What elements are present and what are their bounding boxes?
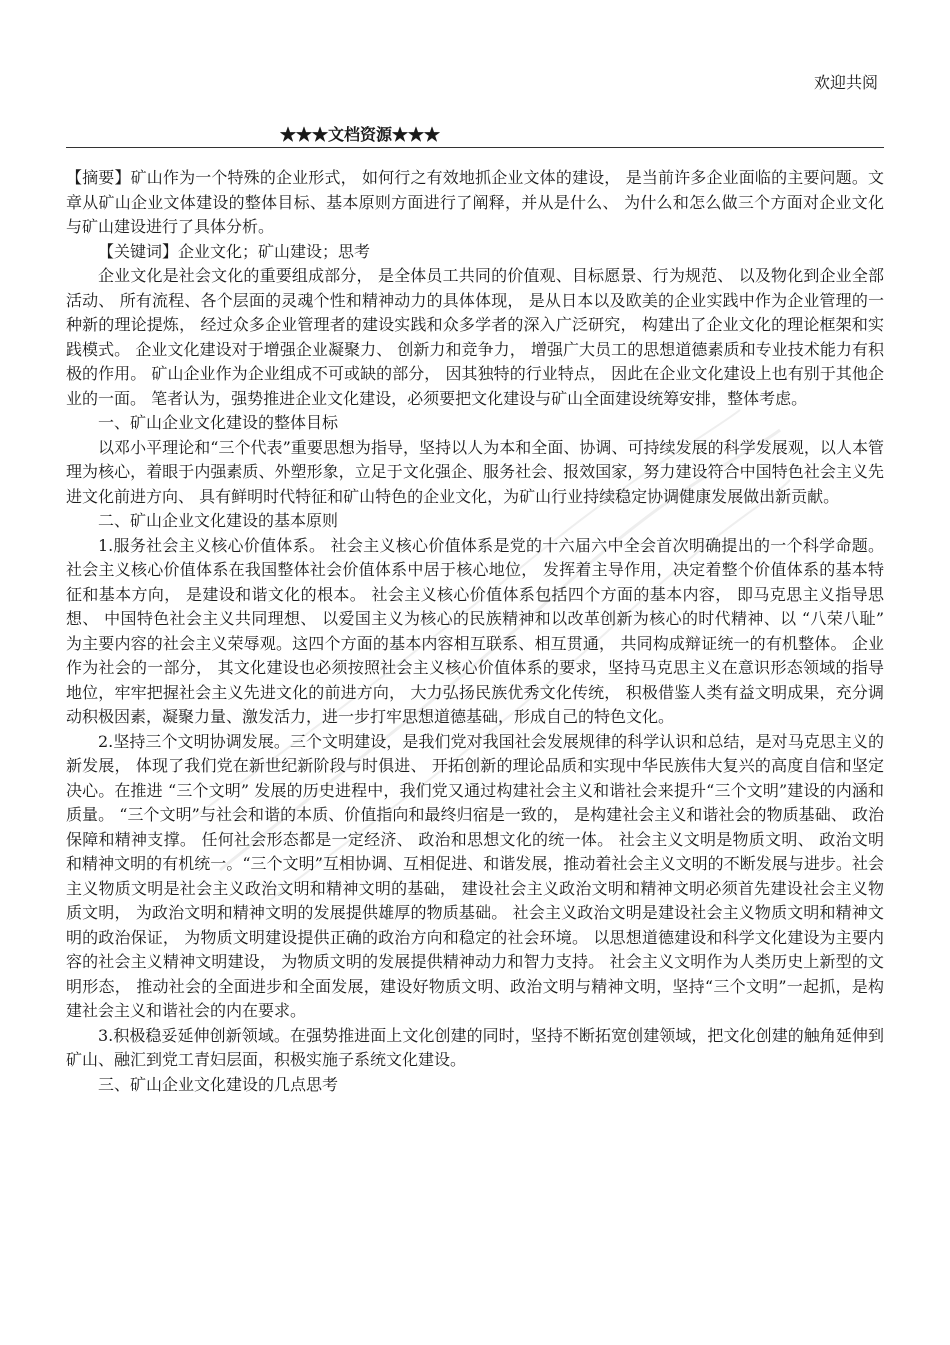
section-1-paragraph: 以邓小平理论和“三个代表”重要思想为指导，坚持以人为本和全面、协调、可持续发展的科学发展观，以人本管理为核心，着眼于内强素质、外塑形象，立足于文化强企、服务社会、报效国家，努力建设符合中国特色社会主义先进文化前进方向、 具有鲜明时代特征和矿山特色的企业文化，为矿山行业持续稳定协调健康发展做出新贡献。 (66, 437, 884, 506)
section-heading-1: 一、矿山企业文化建设的整体目标 (98, 413, 339, 432)
header-divider (66, 147, 884, 148)
principle-3-paragraph: 3.积极稳妥延伸创新领域。在强势推进面上文化创建的同时，坚持不断拓宽创建领域，把文化创建的触角延伸到矿山、融汇到党工青妇层面，积极实施子系统文化建设。 (66, 1025, 884, 1069)
abstract-paragraph: 【摘要】矿山作为一个特殊的企业形式， 如何行之有效地抓企业文体的建设， 是当前许多企业面临的主要问题。文章从矿山企业文体建设的整体目标、基本原则方面进行了阐释，并从是什么、 为什么和怎么做三个方面对企业文化与矿山建设进行了具体分析。 (66, 168, 884, 236)
header-top-right: 欢迎共阅 (813, 73, 878, 92)
principle-2-paragraph: 2.坚持三个文明协调发展。三个文明建设，是我们党对我国社会发展规律的科学认识和总结，是对马克思主义的新发展， 体现了我们党在新世纪新阶段与时俱进、 开拓创新的理论品质和实现中华民族伟大复兴的高度自信和坚定决心。在推进 “三个文明” 发展的历史进程中，我们党又通过构建社会主义和谐社会来提升“三个文明”建设的内涵和质量。 “三个文明”与社会和谐的本质、价值指向和最终归宿是一致的， 是构建社会主义和谐社会的物质基础、 政治保障和精神支撑。 任何社会形态都是一定经济、 政治和思想文化的统一体。 社会主义文明是物质文明、 政治文明和精神文明的有机统一。“三个文明”互相协调、互相促进、和谐发展，推动着社会主义文明的不断发展与进步。社会主义物质文明是社会主义政治文明和精神文明的基础， 建设社会主义政治文明和精神文明必须首先建设社会主义物质文明， 为政治文明和精神文明的发展提供雄厚的物质基础。 社会主义政治文明是建设社会主义物质文明和精神文明的政治保证， 为物质文明建设提供正确的政治方向和稳定的社会环境。 以思想道德建设和科学文化建设为主要内容的社会主义精神文明建设， 为物质文明的发展提供精神动力和智力支持。 社会主义文明作为人类历史上新型的文明形态， 推动社会的全面进步和全面发展，建设好物质文明、政治文明与精神文明，坚持“三个文明”一起抓，是构建社会主义和谐社会的内在要求。 (66, 731, 884, 1020)
intro-paragraph: 企业文化是社会文化的重要组成部分， 是全体员工共同的价值观、目标愿景、行为规范、 以及物化到企业全部活动、 所有流程、各个层面的灵魂个性和精神动力的具体体现， 是从日本以及欧美的企业实践中作为企业管理的一种新的理论提炼， 经过众多企业管理者的建设实践和众多学者的深入广泛研究， 构建出了企业文化的理论框架和实践模式。 企业文化建设对于增强企业凝聚力、 创新力和竞争力， 增强广大员工的思想道德素质和专业技术能力有积极的作用。 矿山企业作为企业组成不可或缺的部分， 因其独特的行业特点， 因此在企业文化建设上也有别于其他企业的一面。 笔者认为，强势推进企业文化建设，必须要把文化建设与矿山全面建设统筹安排，整体考虑。 (66, 266, 884, 408)
principle-1-paragraph: 1.服务社会主义核心价值体系。 社会主义核心价值体系是党的十六届六中全会首次明确提出的一个科学命题。社会主义核心价值体系在我国整体社会价值体系中居于核心地位， 发挥着主导作用，决定着整个价值体系的基本特征和基本方向， 是建设和谐文化的根本。 社会主义核心价值体系包括四个方面的基本内容， 即马克思主义指导思想、 中国特色社会主义共同理想、 以爱国主义为核心的民族精神和以改革创新为核心的时代精神、以 “八荣八耻” 为主要内容的社会主义荣辱观。这四个方面的基本内容相互联系、相互贯通， 共同构成辩证统一的有机整体。 企业作为社会的一部分， 其文化建设也必须按照社会主义核心价值体系的要求，坚持马克思主义在意识形态领域的指导地位，牢牢把握社会主义先进文化的前进方向， 大力弘扬民族优秀文化传统， 积极借鉴人类有益文明成果，充分调动积极因素，凝聚力量、激发活力，进一步打牢思想道德基础，形成自己的特色文化。 (66, 535, 884, 726)
document-source-banner: ★★★文档资源★★★ (279, 125, 440, 144)
section-heading-2: 二、矿山企业文化建设的基本原则 (98, 511, 339, 530)
document-body (66, 166, 884, 1097)
keywords-paragraph: 【关键词】企业文化；矿山建设；思考 (98, 241, 371, 261)
section-heading-3: 三、矿山企业文化建设的几点思考 (98, 1074, 339, 1094)
